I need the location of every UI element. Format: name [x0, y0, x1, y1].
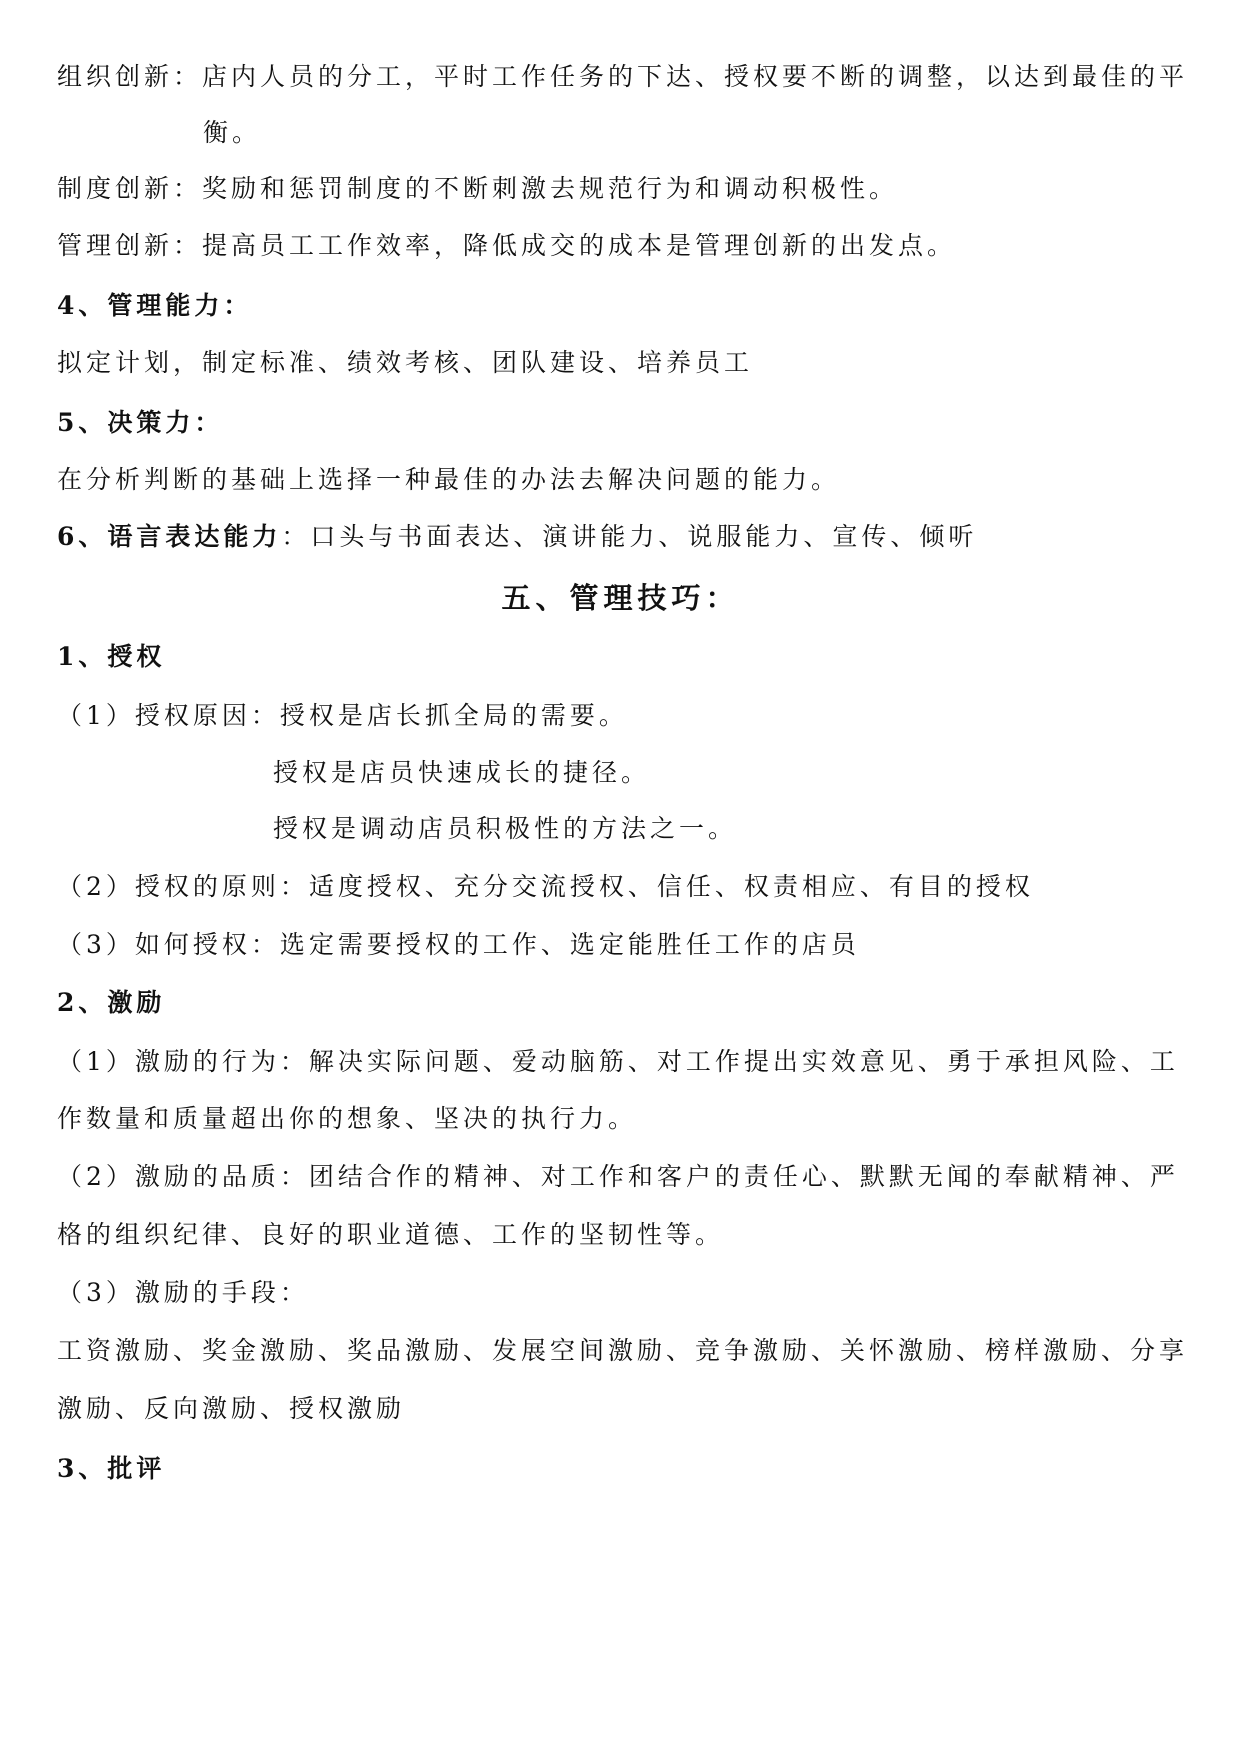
heading-decision-power: 5、决策力：	[57, 408, 224, 437]
motivation-means-continuation: 激励、反向激励、授权激励	[57, 1394, 406, 1423]
how-to-authorize-line: （3）如何授权：选定需要授权的工作、选定能胜任工作的店员	[57, 930, 860, 959]
motivation-means-line: 工资激励、奖金激励、奖品激励、发展空间激励、竞争激励、关怀激励、榜样激励、分享	[57, 1336, 1189, 1365]
management-innovation-line: 管理创新：提高员工工作效率，降低成交的成本是管理创新的出发点。	[57, 231, 957, 260]
authorization-reason-line: （1）授权原因：授权是店长抓全局的需要。	[57, 701, 628, 730]
motivation-behavior-line: （1）激励的行为：解决实际问题、爱动脑筋、对工作提出实效意见、勇于承担风险、工	[57, 1047, 1179, 1076]
heading-language-ability: 6、语言表达能力	[57, 522, 282, 551]
language-ability-line	[57, 520, 977, 554]
heading-criticism: 3、批评	[57, 1454, 166, 1483]
heading-authorization: 1、授权	[57, 642, 166, 671]
authorization-reason-2: 授权是店员快速成长的捷径。	[273, 758, 651, 787]
system-innovation-line: 制度创新：奖励和惩罚制度的不断刺激去规范行为和调动积极性。	[57, 174, 899, 203]
management-ability-text: 拟定计划，制定标准、绩效考核、团队建设、培养员工	[57, 348, 754, 377]
motivation-behavior-continuation: 作数量和质量超出你的想象、坚决的执行力。	[57, 1104, 638, 1133]
heading-management-ability: 4、管理能力：	[57, 291, 253, 320]
motivation-quality-continuation: 格的组织纪律、良好的职业道德、工作的坚韧性等。	[57, 1220, 725, 1249]
org-innovation-line: 组织创新：店内人员的分工，平时工作任务的下达、授权要不断的调整，以达到最佳的平	[57, 62, 1189, 91]
motivation-means-heading: （3）激励的手段：	[57, 1278, 309, 1307]
motivation-quality-line: （2）激励的品质：团结合作的精神、对工作和客户的责任心、默默无闻的奉献精神、严	[57, 1162, 1179, 1191]
decision-power-text: 在分析判断的基础上选择一种最佳的办法去解决问题的能力。	[57, 465, 841, 494]
heading-motivation: 2、激励	[57, 988, 166, 1017]
org-innovation-continuation: 衡。	[203, 118, 262, 147]
language-ability-text: ：口头与书面表达、演讲能力、说服能力、宣传、倾听	[281, 522, 978, 551]
section-title: 五、管理技巧：	[501, 581, 740, 615]
authorization-principles-line: （2）授权的原则：适度授权、充分交流授权、信任、权责相应、有目的授权	[57, 872, 1034, 901]
authorization-reason-3: 授权是调动店员积极性的方法之一。	[273, 814, 738, 843]
